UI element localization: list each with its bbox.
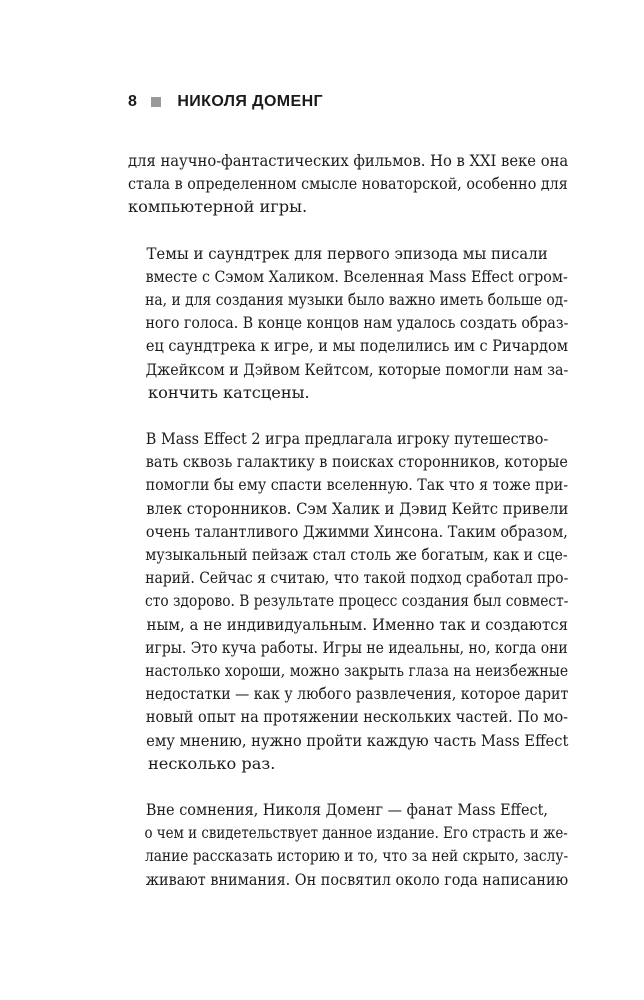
text-line: несколько раз. — [148, 753, 276, 773]
page-number: 8 — [128, 93, 138, 110]
text-line: лание рассказать историю и то, что за ней скрыто, заслу- — [144, 846, 569, 866]
running-header — [128, 88, 323, 116]
text-line: музыкальный пейзаж стал столь же богатым, как и сце- — [145, 545, 568, 565]
separator-square-icon — [151, 97, 161, 107]
author-name: НИКОЛЯ ДОМЕНГ — [177, 93, 324, 110]
text-line: очень талантливого Джимми Хинсона. Таким образом, — [145, 521, 568, 541]
text-line: ного голоса. В конце концов нам удалось создать образ- — [145, 313, 569, 333]
text-line: помогли бы ему спасти вселенную. Так что я тоже при- — [145, 475, 569, 495]
text-line: Темы и саундтрек для первого эпизода мы писали — [146, 243, 548, 263]
text-line: недостатки — как у любого развлечения, которое дарит — [145, 684, 569, 704]
text-line: новый опыт на протяжении нескольких частей. По мо- — [145, 707, 569, 727]
paragraph — [128, 149, 568, 219]
text-line: Вне сомнения, Николя Доменг — фанат Mass Effect, — [145, 800, 548, 820]
paragraph — [128, 242, 568, 404]
text-line: о чем и свидетельствует данное издание. Его страсть и же- — [144, 823, 568, 843]
text-line: вать сквозь галактику в поисках сторонников, которые — [145, 452, 568, 472]
text-line: кончить катсцены. — [148, 382, 310, 402]
text-line: влек сторонников. Сэм Халик и Дэвид Кейтс привели — [146, 498, 569, 518]
text-line: компьютерной игры. — [128, 197, 308, 217]
body-text — [128, 149, 568, 891]
paragraph — [128, 427, 568, 775]
text-line: настолько хороши, можно закрыть глаза на неизбежные — [145, 661, 569, 681]
text-line: игры. Это куча работы. Игры не идеальны, но, когда они — [145, 637, 568, 657]
text-line: на, и для создания музыки было важно иметь больше од- — [145, 290, 568, 310]
text-line: вместе с Сэмом Халиком. Вселенная Mass Effect огром- — [145, 266, 568, 286]
text-line: нарий. Сейчас я считаю, что такой подход сработал про- — [145, 568, 569, 588]
paragraph — [128, 798, 568, 891]
text-line: стала в определенном смысле новаторской, особенно для — [128, 174, 568, 194]
text-line: Джейксом и Дэйвом Кейтсом, которые помогли нам за- — [145, 359, 569, 379]
text-line: для научно-фантастических фильмов. Но в XXI веке она — [128, 151, 569, 170]
text-line: В Mass Effect 2 игра предлагала игроку путешество- — [145, 429, 549, 449]
text-line: сто здорово. В результате процесс создания был совмест- — [145, 591, 569, 611]
text-line: ему мнению, нужно пройти каждую часть Mass Effect — [146, 730, 569, 750]
text-line: ным, а не индивидуальным. Именно так и создаются — [146, 614, 569, 634]
text-line: живают внимания. Он посвятил около года написанию — [145, 869, 569, 889]
text-line: ец саундтрека к игре, и мы поделились им с Ричардом — [145, 336, 568, 356]
